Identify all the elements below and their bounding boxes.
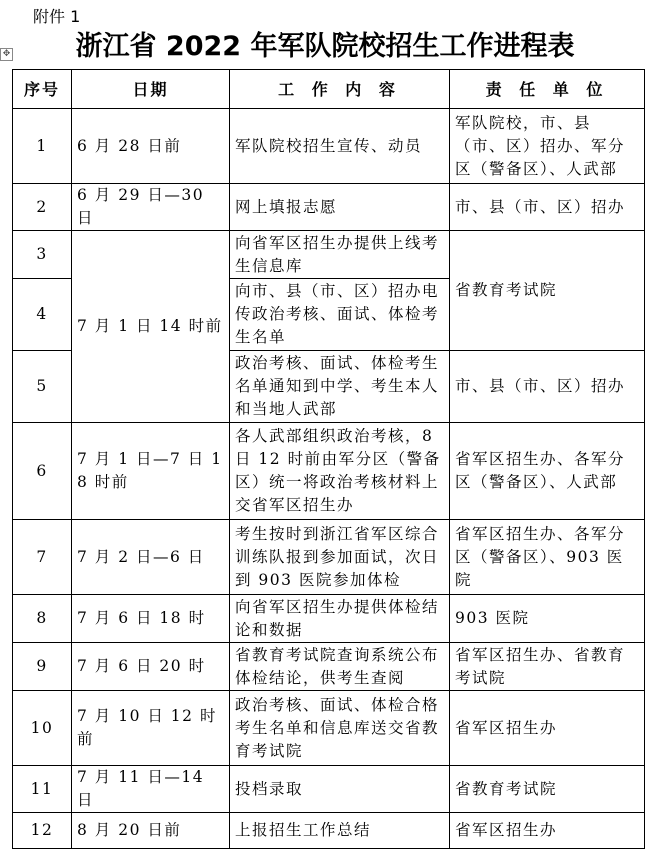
table-row [13,423,645,520]
table-header-row [13,70,645,109]
row-date: 7 月 11 日—14 日 [72,766,230,813]
schedule-table [12,69,645,849]
row-date: 7 月 6 日 18 时 [72,595,230,643]
row-unit: 省教育考试院 [450,766,645,813]
row-unit: 省军区招生办、各军分区（警备区）、人武部 [450,423,645,520]
row-date: 6 月 28 日前 [72,109,230,184]
table-row [13,813,645,849]
row-task: 各人武部组织政治考核，8 日 12 时前由军分区（警备区）统一将政治考核材料上交省军区招生办 [230,423,450,520]
row-number: 1 [13,109,72,184]
row-number: 5 [13,351,72,423]
row-number: 9 [13,643,72,691]
row-unit: 省军区招生办 [450,813,645,849]
row-number: 6 [13,423,72,520]
row-unit: 省教育考试院 [450,231,645,351]
row-date: 7 月 10 日 12 时前 [72,691,230,766]
header-task: 工 作 内 容 [230,70,450,109]
row-task: 上报招生工作总结 [230,813,450,849]
row-unit: 市、县（市、区）招办 [450,351,645,423]
row-unit: 军队院校，市、县（市、区）招办、军分区（警备区）、人武部 [450,109,645,184]
row-date: 8 月 20 日前 [72,813,230,849]
row-date: 6 月 29 日—30 日 [72,184,230,231]
row-task: 向市、县（市、区）招办电传政治考核、面试、体检考生名单 [230,279,450,351]
row-number: 3 [13,231,72,279]
row-number: 4 [13,279,72,351]
attachment-label: 附件 1 [33,7,81,26]
row-task: 投档录取 [230,766,450,813]
header-date: 日期 [72,70,230,109]
row-number: 11 [13,766,72,813]
row-date: 7 月 1 日—7 日 18 时前 [72,423,230,520]
row-unit: 省军区招生办、各军分区（警备区）、903 医院 [450,520,645,595]
header-unit: 责 任 单 位 [450,70,645,109]
table-row [13,766,645,813]
row-number: 10 [13,691,72,766]
table-row [13,595,645,643]
row-task: 政治考核、面试、体检考生名单通知到中学、考生本人和当地人武部 [230,351,450,423]
row-number: 12 [13,813,72,849]
row-task: 政治考核、面试、体检合格考生名单和信息库送交省教育考试院 [230,691,450,766]
table-move-handle-icon[interactable]: ✥ [0,48,13,61]
table-row [13,184,645,231]
row-task: 军队院校招生宣传、动员 [230,109,450,184]
table-row [13,520,645,595]
row-number: 7 [13,520,72,595]
page-title: 浙江省 2022 年军队院校招生工作进程表 [75,31,575,62]
table-row [13,109,645,184]
table-row [13,643,645,691]
table-row [13,691,645,766]
row-task: 网上填报志愿 [230,184,450,231]
row-task: 向省军区招生办提供上线考生信息库 [230,231,450,279]
row-date: 7 月 2 日—6 日 [72,520,230,595]
row-number: 8 [13,595,72,643]
row-task: 考生按时到浙江省军区综合训练队报到参加面试，次日到 903 医院参加体检 [230,520,450,595]
header-no: 序号 [13,70,72,109]
table-row [13,231,645,279]
row-task: 向省军区招生办提供体检结论和数据 [230,595,450,643]
row-unit: 903 医院 [450,595,645,643]
row-unit: 省军区招生办、省教育考试院 [450,643,645,691]
row-date: 7 月 1 日 14 时前 [72,231,230,423]
row-number: 2 [13,184,72,231]
row-unit: 省军区招生办 [450,691,645,766]
row-task: 省教育考试院查询系统公布体检结论，供考生查阅 [230,643,450,691]
row-date: 7 月 6 日 20 时 [72,643,230,691]
row-unit: 市、县（市、区）招办 [450,184,645,231]
